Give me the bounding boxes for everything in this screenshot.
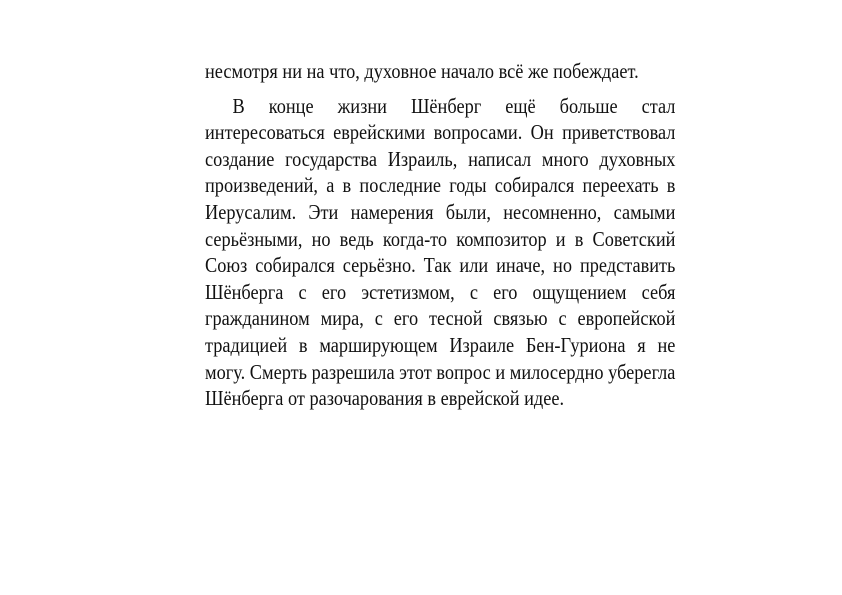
paragraph-continuation: несмотря ни на что, духовное начало всё же побеждает.: [205, 59, 639, 83]
document-body: [205, 58, 675, 412]
paragraph-schoenberg-late-life: В конце жизни Шёнберг ещё больше стал интересоваться еврейскими вопросами. Он приветствовал создание государства Израиль, написал много духовных произведений, а в последние годы собирался переехать в Иерусалим. Эти намерения были, несомненно, самыми серьёзными, но ведь когда-то композитор и в Советский Союз собирался серьёзно. Так или иначе, но представить Шёнберга с его эстетизмом, с его ощущением себя гражданином мира, с его тесной связью с европейской традицией в марширующем Израиле Бен-Гуриона я не могу. Смерть разрешила этот вопрос и милосердно уберегла Шёнберга от разочарования в еврейской идее.: [205, 93, 676, 411]
